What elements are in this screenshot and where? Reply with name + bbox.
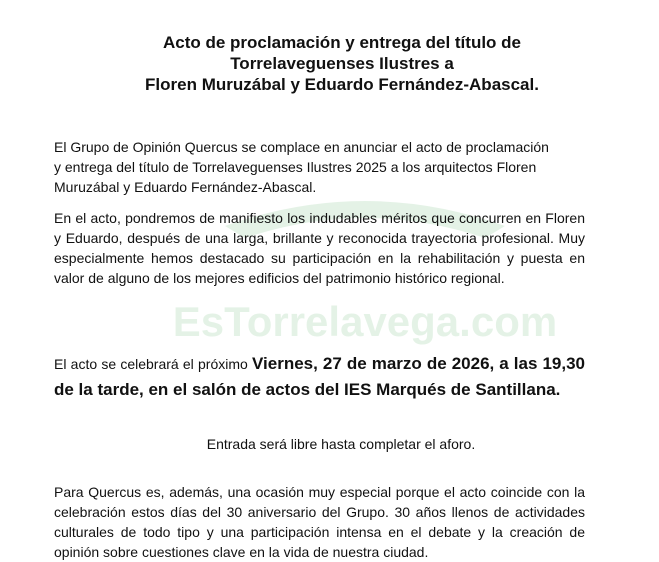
title-line-2: Torrelaveguenses Ilustres a: [230, 54, 454, 73]
cropped-header-fragment: [70, 0, 190, 2]
event-date-location: Viernes, 27 de marzo de 2026, a las 19,30 de la tarde, en el salón de actos del IES Marqués de Santillana.: [54, 354, 585, 399]
paragraph-1-line-1: El Grupo de Opinión Quercus se complace en anunciar el acto de proclamación: [54, 139, 549, 155]
watermark-text: EsTorrelavega.com: [172, 298, 558, 345]
paragraph-announcement: [54, 137, 585, 197]
event-intro-text: El acto se celebrará el próximo: [54, 356, 252, 372]
paragraph-1-line-3: Muruzábal y Eduardo Fernández-Abascal.: [54, 179, 317, 195]
paragraph-anniversary: Para Quercus es, además, una ocasión muy especial porque el acto coincide con la celebración estos días del 30 aniversario del Grupo. 30 años llenos de actividades culturales de todo tipo y una participación intensa en el debate y la creación de opinión sobre cuestiones clave en la vida de nuestra ciudad.: [54, 484, 585, 560]
paragraph-event-details: [54, 351, 585, 403]
entrance-note: Entrada será libre hasta completar el aforo.: [206, 436, 476, 452]
title-line-3: Floren Muruzábal y Eduardo Fernández-Abascal.: [145, 75, 539, 94]
document-title: [60, 32, 624, 95]
title-line-1: Acto de proclamación y entrega del título de: [162, 33, 521, 52]
paragraph-merits: En el acto, pondremos de manifiesto los indudables méritos que concurren en Floren y Eduardo, después de una larga, brillante y reconocida trayectoria profesional. Muy especialmente hemos destacado su participación en la rehabilitación y puesta en valor de alguno de los mejores edificios del patrimonio histórico regional.: [54, 210, 585, 286]
paragraph-1-line-2: y entrega del título de Torrelaveguenses Ilustres 2025 a los arquitectos Floren: [54, 159, 537, 175]
